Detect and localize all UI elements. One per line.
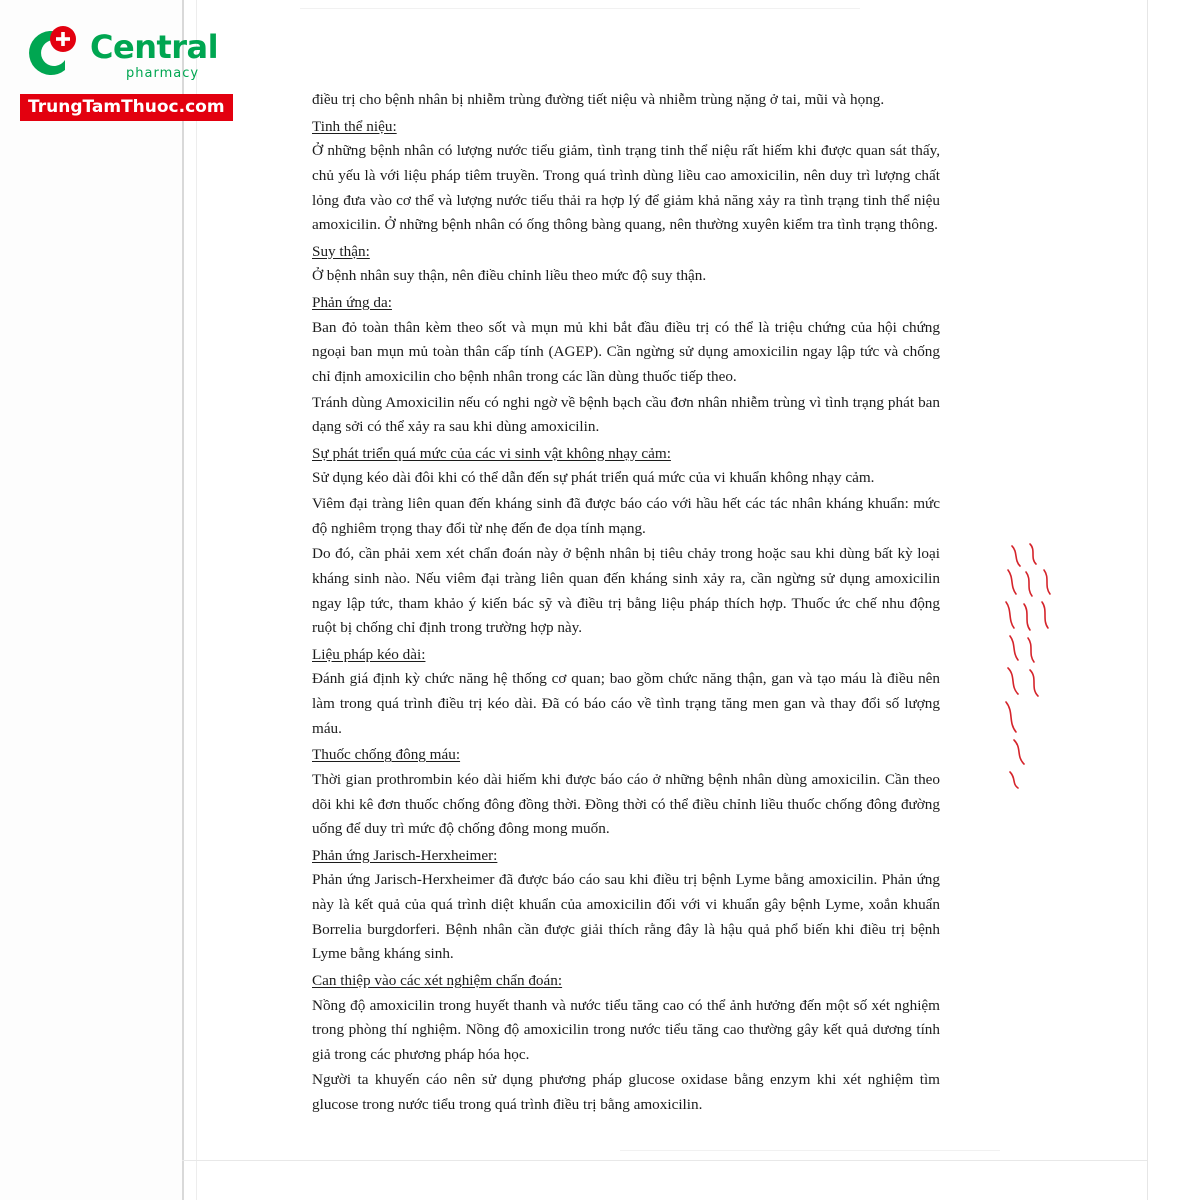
brand-subtitle: pharmacy <box>126 66 200 81</box>
page-left-margin <box>0 0 182 1200</box>
section-heading: Sự phát triển quá mức của các vi sinh vật không nhạy cảm: <box>312 444 671 462</box>
document-text-column <box>312 88 940 1118</box>
section-heading: Thuốc chống đông máu: <box>312 746 461 764</box>
page-fold-line <box>182 0 184 1200</box>
paragraph: Ở những bệnh nhân có lượng nước tiểu giảm, tình trạng tinh thể niệu rất hiếm khi được quan sát thấy, chủ yếu là với liệu pháp tiêm truyền. Trong quá trình dùng liều cao amoxicilin, nên duy trì lượng chất lỏng đưa vào cơ thể và lượng nước tiểu thải ra hợp lý để giảm khả năng xảy ra tình trạng tinh thể niệu amoxicilin. Ở những bệnh nhân có ống thông bàng quang, nên thường xuyên kiểm tra tình trạng thông. <box>312 142 940 234</box>
paragraph: Đánh giá định kỳ chức năng hệ thống cơ quan; bao gồm chức năng thận, gan và tạo máu là điều nên làm trong quá trình điều trị kéo dài. Đã có báo cáo về tình trạng tăng men gan và thay đổi số lượng máu. <box>312 670 940 737</box>
page-bottom-edge <box>182 1160 1147 1161</box>
section-heading: Liệu pháp kéo dài: <box>312 645 426 663</box>
paragraph: Nồng độ amoxicilin trong huyết thanh và nước tiểu tăng cao có thể ảnh hưởng đến một số xét nghiệm trong phòng thí nghiệm. Nồng độ amoxicilin trong nước tiểu tăng cao thường gây kết quả dương tính giả trong các phương pháp hóa học. <box>312 996 940 1063</box>
section-heading: Phản ứng Jarisch-Herxheimer: <box>312 846 498 864</box>
section-heading: Can thiệp vào các xét nghiệm chẩn đoán: <box>312 971 563 989</box>
paragraph: Tránh dùng Amoxicilin nếu có nghi ngờ về bệnh bạch cầu đơn nhân nhiễm trùng vì tình trạng phát ban dạng sởi có thể xảy ra sau khi dùng amoxicilin. <box>312 393 940 436</box>
brand-name: Central <box>90 28 219 66</box>
scan-artifact <box>300 8 860 9</box>
central-pharmacy-logo-icon <box>18 22 80 84</box>
page-fold-line-secondary <box>196 0 197 1200</box>
paragraph: Viêm đại tràng liên quan đến kháng sinh đã được báo cáo với hầu hết các tác nhân kháng khuẩn: mức độ nghiêm trọng thay đổi từ nhẹ đến đe dọa tính mạng. <box>312 495 940 537</box>
site-url-badge: TrungTamThuoc.com <box>20 94 233 121</box>
paragraph: Ban đỏ toàn thân kèm theo sốt và mụn mủ khi bắt đầu điều trị có thể là triệu chứng của hội chứng ngoại ban mụn mủ toàn thân cấp tính (AGEP). Cần ngừng sử dụng amoxicilin ngay lập tức và chống chỉ định amoxicilin cho bệnh nhân trong các lần dùng thuốc tiếp theo. <box>312 318 940 385</box>
section-heading: Suy thận: <box>312 242 370 260</box>
section-heading: Phản ứng da: <box>312 294 392 311</box>
paragraph: Sử dụng kéo dài đôi khi có thể dẫn đến sự phát triển quá mức của vi khuẩn không nhạy cảm. <box>312 469 875 487</box>
margin-handwriting-annotation <box>1000 540 1070 790</box>
page-right-edge <box>1147 0 1148 1200</box>
paragraph: điều trị cho bệnh nhân bị nhiễm trùng đường tiết niệu và nhiễm trùng nặng ở tai, mũi và họng. <box>312 91 885 108</box>
paragraph: Ở bệnh nhân suy thận, nên điều chỉnh liều theo mức độ suy thận. <box>312 267 707 285</box>
paragraph: Do đó, cần phải xem xét chẩn đoán này ở bệnh nhân bị tiêu chảy trong hoặc sau khi dùng bất kỳ loại kháng sinh nào. Nếu viêm đại tràng liên quan đến kháng sinh xảy ra, cần ngừng sử dụng amoxicilin ngay lập tức, tham khảo ý kiến bác sỹ và điều trị bằng liệu pháp thích hợp. Thuốc ức chế nhu động ruột bị chống chỉ định trong trường hợp này. <box>312 545 940 637</box>
watermark-logo <box>18 22 225 137</box>
paragraph: Người ta khuyến cáo nên sử dụng phương pháp glucose oxidase bằng enzym khi xét nghiệm tìm glucose trong nước tiểu trong quá trình điều trị bằng amoxicilin. <box>312 1071 940 1113</box>
paragraph: Phản ứng Jarisch-Herxheimer đã được báo cáo sau khi điều trị bệnh Lyme bằng amoxicilin. Phản ứng này là kết quả của quá trình diệt khuẩn của amoxicilin đối với vi khuẩn gây bệnh Lyme, xoắn khuẩn Borrelia burgdorferi. Bệnh nhân cần được giải thích rằng đây là hậu quả phổ biến khi điều trị bệnh Lyme bằng kháng sinh. <box>312 871 940 963</box>
paragraph: Thời gian prothrombin kéo dài hiếm khi được báo cáo ở những bệnh nhân dùng amoxicilin. Cần theo dõi khi kê đơn thuốc chống đông đồng thời. Đồng thời có thể điều chỉnh liều thuốc chống đông đường uống để duy trì mức độ chống đông mong muốn. <box>312 770 940 838</box>
section-heading: Tinh thể niệu: <box>312 117 397 135</box>
scan-artifact <box>620 1150 1000 1151</box>
